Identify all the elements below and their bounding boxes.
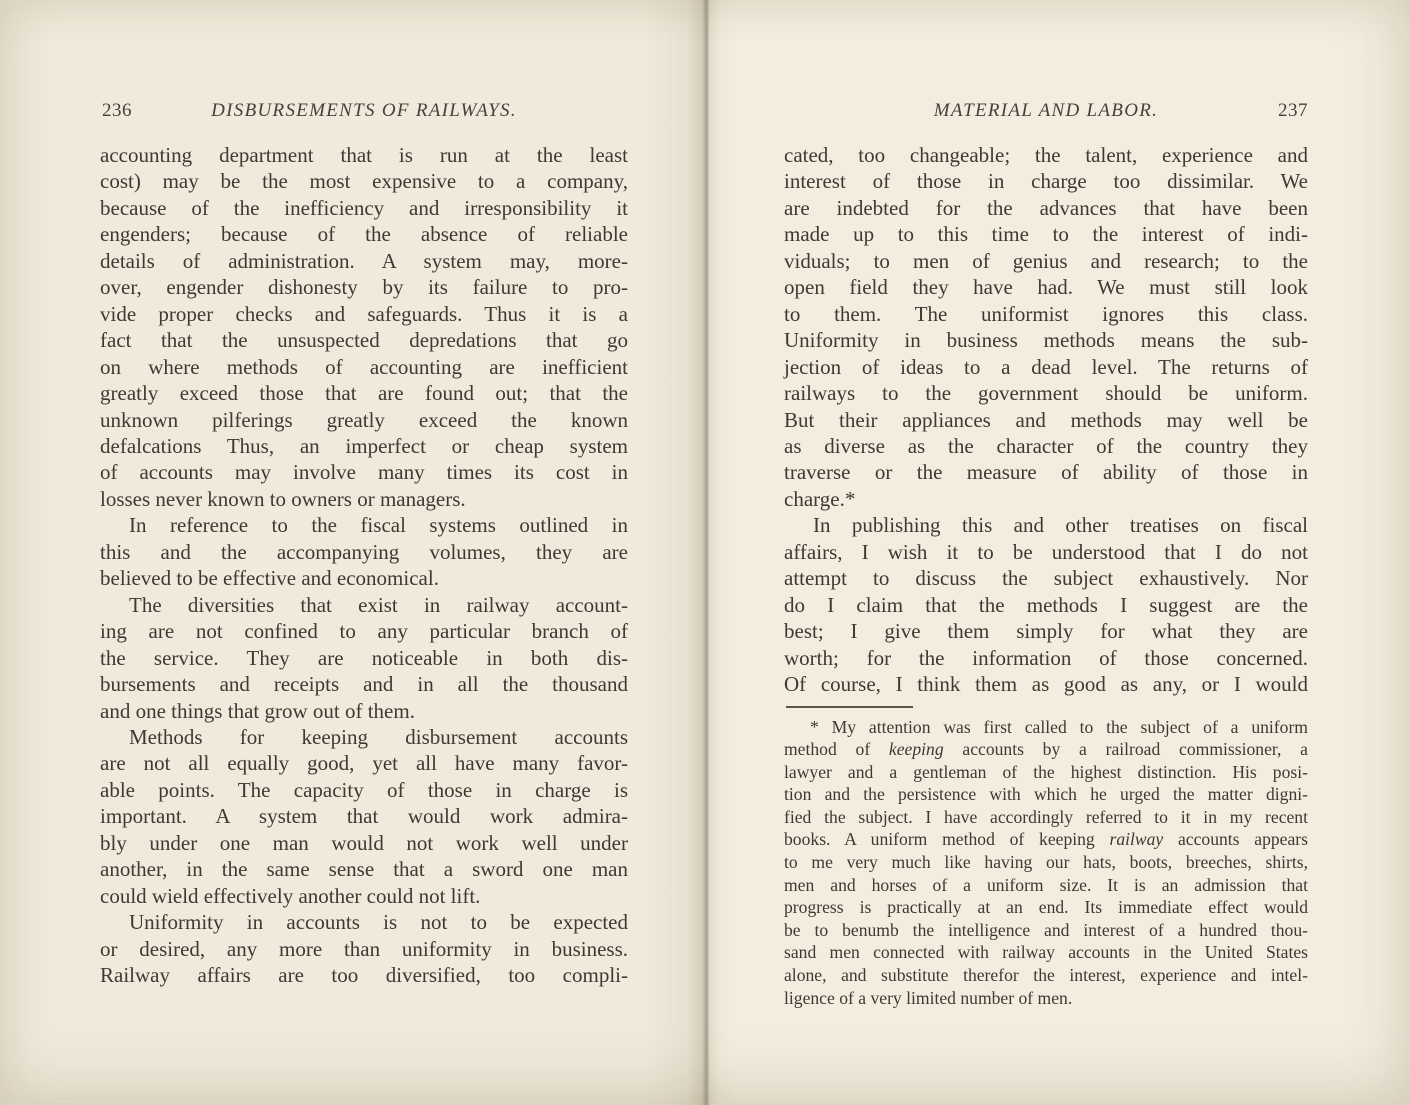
text-line: defalcations Thus, an imperfect or cheap system xyxy=(100,433,628,458)
right-page-content xyxy=(784,100,1308,1009)
left-body-text xyxy=(100,142,628,989)
text-line: men and horses of a uniform size. It is an admission that xyxy=(784,874,1308,895)
text-line: charge.* xyxy=(784,486,856,511)
footnote-rule xyxy=(786,706,913,708)
text-line: do I claim that the methods I suggest are the xyxy=(784,592,1308,617)
text-line: important. A system that would work admira- xyxy=(100,804,628,829)
left-page-number: 236 xyxy=(102,100,132,121)
text-line: In publishing this and other treatises on fiscal xyxy=(813,513,1308,538)
footnote-text xyxy=(784,716,1308,1010)
right-page-header xyxy=(784,100,1308,142)
right-page-number: 237 xyxy=(1278,100,1308,121)
text-line: sand men connected with railway accounts in the United States xyxy=(784,942,1308,963)
text-line: best; I give them simply for what they are xyxy=(784,619,1308,644)
text-line: Uniformity in accounts is not to be expected xyxy=(129,910,628,935)
text-line: In reference to the fiscal systems outlined in xyxy=(129,513,628,538)
text-line: bursements and receipts and in all the thousand xyxy=(100,672,628,697)
text-line: or desired, any more than uniformity in business. xyxy=(100,936,628,961)
text-line: fied the subject. I have accordingly referred to it in my recent xyxy=(784,806,1308,827)
text-line: lawyer and a gentleman of the highest distinction. His posi- xyxy=(784,761,1308,782)
text-line: viduals; to men of genius and research; to the xyxy=(784,248,1308,273)
text-line: as diverse as the character of the country they xyxy=(784,433,1308,458)
text-line: But their appliances and methods may well be xyxy=(784,407,1308,432)
text-line: affairs, I wish it to be understood that I do not xyxy=(784,539,1308,564)
text-line: fact that the unsuspected depredations that go xyxy=(100,328,628,353)
text-line: The diversities that exist in railway account- xyxy=(129,592,628,617)
text-line: on where methods of accounting are inefficient xyxy=(100,354,628,379)
text-line: interest of those in charge too dissimilar. We xyxy=(784,169,1308,194)
text-line: are indebted for the advances that have been xyxy=(784,195,1308,220)
left-page-header xyxy=(100,100,628,142)
text-line: the service. They are noticeable in both dis- xyxy=(100,645,628,670)
text-line: over, engender dishonesty by its failure to pro- xyxy=(100,275,628,300)
right-running-head: MATERIAL AND LABOR. xyxy=(933,100,1159,121)
text-line: believed to be effective and economical. xyxy=(100,566,439,591)
text-line: Of course, I think them as good as any, or I would xyxy=(784,672,1308,697)
text-line: unknown pilferings greatly exceed the known xyxy=(100,407,628,432)
text-line: because of the inefficiency and irresponsibility it xyxy=(100,195,628,220)
text-line: railways to the government should be uniform. xyxy=(784,381,1308,406)
text-line: tion and the persistence with which he urged the matter digni- xyxy=(784,784,1308,805)
footnote-section xyxy=(784,706,1308,1010)
text-line: be to benumb the intelligence and interest of a hundred thou- xyxy=(784,919,1308,940)
text-line: Railway affairs are too diversified, too compli- xyxy=(100,963,628,988)
text-line: ligence of a very limited number of men. xyxy=(784,987,1073,1008)
text-line: this and the accompanying volumes, they are xyxy=(100,539,628,564)
text-line: details of administration. A system may, more- xyxy=(100,248,628,273)
text-line: greatly exceed those that are found out; that the xyxy=(100,381,628,406)
text-line: could wield effectively another could not lift. xyxy=(100,883,481,908)
text-line: and one things that grow out of them. xyxy=(100,698,415,723)
text-line: * My attention was first called to the subject of a uniform xyxy=(810,716,1308,737)
left-running-head: DISBURSEMENTS OF RAILWAYS. xyxy=(211,100,517,121)
text-line: jection of ideas to a dead level. The returns of xyxy=(784,354,1308,379)
text-line: method of keeping accounts by a railroad commissioner, a xyxy=(784,739,1308,760)
text-line: vide proper checks and safeguards. Thus it is a xyxy=(100,301,628,326)
text-line: to me very much like having our hats, boots, breeches, shirts, xyxy=(784,852,1308,873)
text-line: cated, too changeable; the talent, experience and xyxy=(784,143,1308,167)
text-line: open field they have had. We must still look xyxy=(784,275,1308,300)
text-line: books. A uniform method of keeping railway accounts appears xyxy=(784,829,1309,850)
left-page-content xyxy=(100,100,628,989)
text-line: to them. The uniformist ignores this class. xyxy=(784,301,1308,326)
text-line: another, in the same sense that a sword one man xyxy=(100,857,628,882)
text-line: traverse or the measure of ability of those in xyxy=(784,460,1308,485)
text-line: able points. The capacity of those in charge is xyxy=(100,777,628,802)
right-body-text xyxy=(784,142,1308,698)
text-line: are not all equally good, yet all have many favor- xyxy=(100,751,628,776)
text-line: alone, and substitute therefor the interest, experience and intel- xyxy=(784,965,1308,986)
text-line: of accounts may involve many times its cost in xyxy=(100,460,628,485)
text-line: bly under one man would not work well under xyxy=(100,830,628,855)
text-line: Methods for keeping disbursement accounts xyxy=(129,724,628,749)
text-line: made up to this time to the interest of indi- xyxy=(784,222,1308,247)
text-line: accounting department that is run at the least xyxy=(100,143,628,167)
text-line: Uniformity in business methods means the sub- xyxy=(784,328,1308,353)
text-line: losses never known to owners or managers. xyxy=(100,486,466,511)
text-line: worth; for the information of those concerned. xyxy=(784,645,1308,670)
text-line: engenders; because of the absence of reliable xyxy=(100,222,628,247)
text-line: attempt to discuss the subject exhaustively. Nor xyxy=(784,566,1308,591)
text-line: cost) may be the most expensive to a company, xyxy=(100,169,628,194)
text-line: progress is practically at an end. Its immediate effect would xyxy=(784,897,1308,918)
text-line: ing are not confined to any particular branch of xyxy=(100,619,628,644)
